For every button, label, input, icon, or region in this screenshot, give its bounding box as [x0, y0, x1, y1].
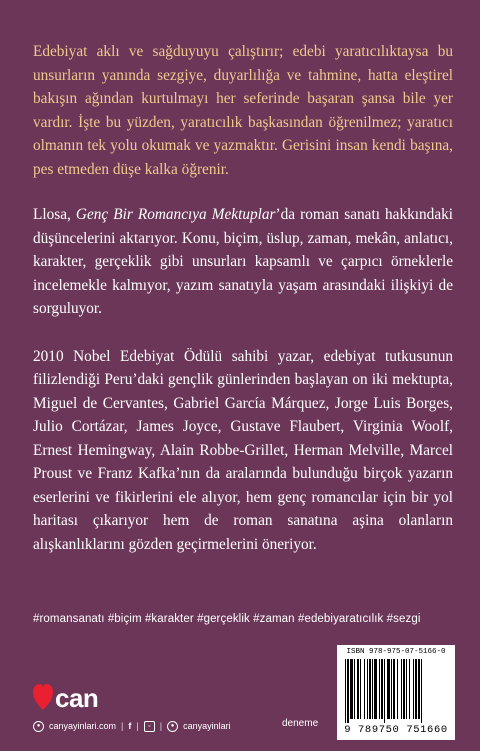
barcode-bar	[406, 659, 407, 719]
description-paragraph-1	[33, 203, 453, 321]
barcode-number: 9 789750 751660	[344, 724, 448, 736]
barcode-bar	[401, 659, 402, 719]
description-lead: Llosa,	[33, 206, 76, 223]
book-title: Genç Bir Romancıya Mektuplar	[75, 206, 276, 223]
social-handle[interactable]: canyayinlari	[183, 721, 231, 731]
barcode-bar	[413, 659, 414, 719]
barcode-bar	[418, 659, 420, 719]
back-cover-text	[33, 40, 453, 556]
barcode-bars	[345, 659, 447, 723]
barcode-bar	[387, 659, 390, 719]
barcode-bar	[409, 659, 410, 719]
barcode-bar	[393, 659, 395, 719]
barcode-bar	[421, 659, 422, 723]
barcode-bar	[367, 659, 368, 719]
barcode-bar	[364, 659, 365, 719]
globe-icon: ●	[33, 721, 44, 732]
logo-text: can	[55, 683, 99, 713]
barcode-bar	[360, 659, 361, 719]
description-paragraph-2: 2010 Nobel Edebiyat Ödülü sahibi yazar, edebiyat tutkusunun filizlendiği Peru’daki gençlik günlerinden başlayan on iki mektupta, Miguel de Cervantes, Gabriel García Márquez, Jorge Luis Borges, Julio Cortázar, James Joyce, Gustave Flaubert, Virginia Woolf, Ernest Hemingway, Alain Robbe-Grillet, Herman Melville, Marcel Proust ve Franz Kafka’nın da aralarında bulunduğu birçok yazarın eserlerini ve fikirlerini ele alıyor, hem genç romancılar için bir yol haritası çıkarıyor hem de roman sanatına aşina olanların alışkanlıklarını gözden geçirmelerini öneriyor.	[33, 347, 453, 553]
barcode-bar	[379, 659, 380, 719]
divider: |	[136, 721, 139, 731]
barcode-bar	[374, 659, 377, 719]
heart-icon	[33, 682, 123, 714]
barcode-bar	[403, 659, 405, 719]
barcode-bar	[350, 659, 353, 719]
barcode-bar	[347, 659, 349, 723]
isbn-label: ISBN 978-975-07-5166-0	[346, 648, 446, 656]
divider: |	[121, 721, 124, 731]
category-label: deneme	[282, 718, 319, 729]
website-link[interactable]: canyayinlari.com	[49, 721, 117, 731]
barcode-bar	[369, 659, 371, 719]
hashtags: #romansanatı #biçim #karakter #gerçeklik #zaman #edebiyaratıcılık #sezgi	[33, 613, 421, 625]
barcode-bar	[397, 659, 398, 719]
description-rest: ’da roman sanatı hakkındaki düşüncelerini aktarıyor. Konu, biçim, üslup, zaman, mekân, anlatıcı, karakter, gerçeklik gibi unsurları kapsamlı ve çarpıcı örneklerle incelemekle kalmıyor, yazım sanatıyla yaşam arasındaki ilişkiyi de sorguluyor.	[33, 206, 454, 317]
twitter-icon[interactable]: ●	[167, 721, 178, 732]
publisher-logo	[33, 682, 123, 714]
barcode-bar	[345, 659, 346, 723]
publisher-footer	[33, 719, 231, 733]
barcode-bar	[381, 659, 383, 719]
quote-paragraph: Edebiyat aklı ve sağduyuyu çalıştırır; edebi yaratıcılıktaysa bu unsurların yanında sezgiye, duyarlılığa ve tahmine, hatta eleştirel bakışın ağından kurtulmayı her seferinde başaran şansa bile yer vardır. İşte bu yüzden, yaratıcılık başkasından öğrenilmez; yaratıcı olmanın tek yolu okumak ve yazmaktır. Gerisini insan kendi başına, pes etmeden düşe kalka öğrenir.	[33, 43, 453, 178]
barcode-bar	[357, 659, 359, 719]
instagram-icon[interactable]: ◦	[144, 721, 155, 732]
barcode-bar	[372, 659, 373, 719]
barcode-bar	[384, 659, 385, 723]
facebook-icon[interactable]: f	[128, 721, 132, 731]
barcode-bar	[391, 659, 392, 719]
barcode-box	[337, 645, 455, 740]
barcode-bar	[354, 659, 355, 719]
barcode-bar	[415, 659, 417, 719]
divider: |	[159, 721, 163, 731]
